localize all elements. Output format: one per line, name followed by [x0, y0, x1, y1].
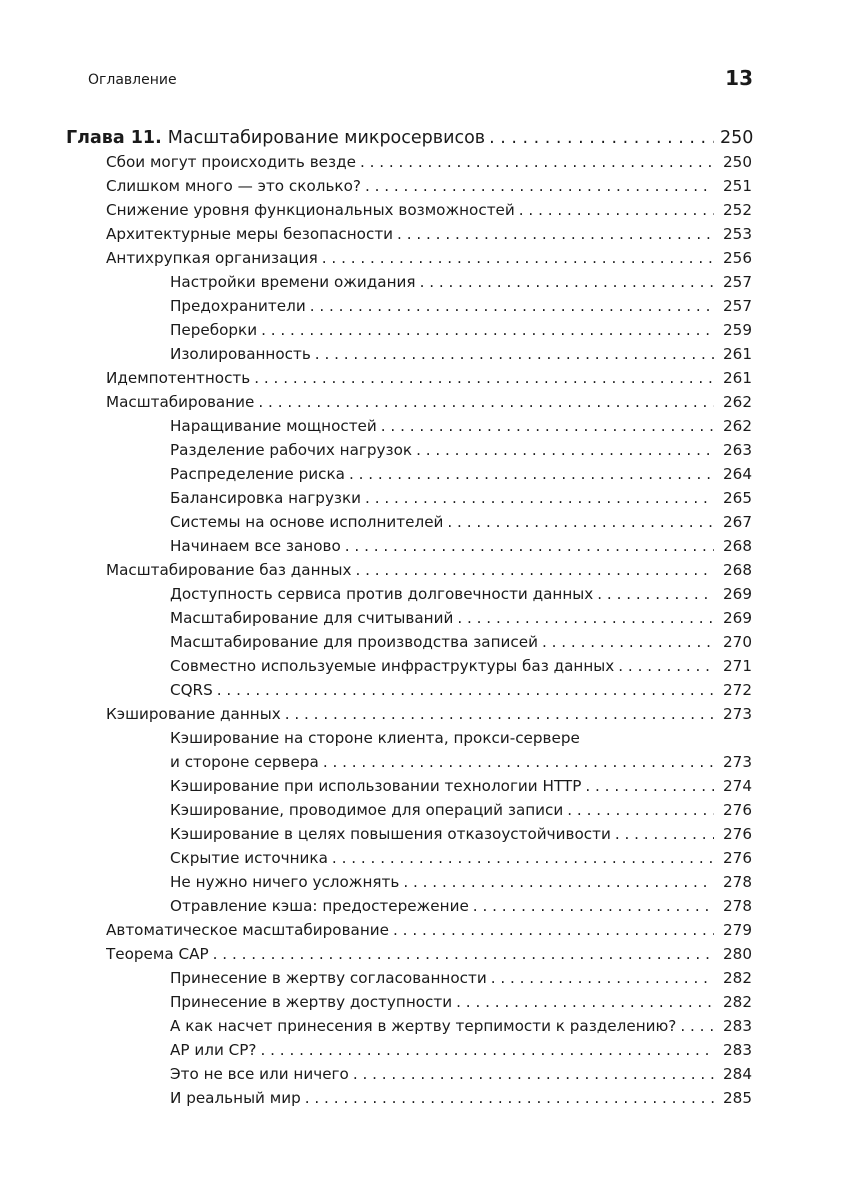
toc-entry-row[interactable] [66, 438, 752, 462]
toc-entry-title: CQRS [170, 681, 213, 699]
toc-entry-row[interactable] [66, 630, 752, 654]
leader-dots [597, 582, 714, 606]
leader-dots [315, 342, 714, 366]
toc-page-number: 265 [723, 489, 752, 507]
toc-page-number: 269 [723, 609, 752, 627]
toc-page-number: 279 [723, 921, 752, 939]
toc-page-number: 261 [723, 345, 752, 363]
leader-dots [618, 654, 714, 678]
toc-entry-row[interactable] [66, 222, 752, 246]
toc-entry-title: Слишком много — это сколько? [106, 177, 361, 195]
toc-entry-title: Сбои могут происходить везде [106, 153, 356, 171]
toc-page-number: 276 [723, 849, 752, 867]
toc-chapter-title [66, 126, 485, 150]
leader-dots [456, 990, 714, 1014]
toc-entry-row[interactable] [66, 990, 752, 1014]
chapter-prefix: Глава 11. [66, 128, 162, 148]
toc-entry-row[interactable] [66, 1038, 752, 1062]
toc-page-number: 272 [723, 681, 752, 699]
leader-dots [310, 294, 714, 318]
leader-dots [615, 822, 714, 846]
toc-entry-row[interactable] [66, 150, 752, 174]
toc-entry-row[interactable] [66, 318, 752, 342]
toc-entry-title: Переборки [170, 321, 258, 339]
toc-entry-title: Разделение рабочих нагрузок [170, 441, 413, 459]
toc-entry-title: Принесение в жертву согласованности [170, 969, 487, 987]
toc-entry-row[interactable] [66, 966, 752, 990]
toc-entry-row[interactable] [66, 342, 752, 366]
toc-page-number: 282 [723, 993, 752, 1011]
toc-entry-row[interactable] [66, 486, 752, 510]
toc-entry-title: Идемпотентность [106, 369, 251, 387]
leader-dots [332, 846, 714, 870]
leader-dots [261, 318, 714, 342]
toc-entry-row[interactable] [66, 1014, 752, 1038]
leader-dots [567, 798, 714, 822]
toc-entry-row[interactable] [66, 726, 752, 750]
toc-entry-row[interactable] [66, 510, 752, 534]
leader-dots [254, 366, 714, 390]
toc-entry-title: Балансировка нагрузки [170, 489, 362, 507]
toc-entry-row[interactable] [66, 918, 752, 942]
toc-chapter-row[interactable] [66, 126, 752, 150]
toc-entry-row[interactable] [66, 462, 752, 486]
toc-page-number: 262 [723, 393, 752, 411]
toc-page-number: 250 [723, 153, 752, 171]
toc-page-number: 264 [723, 465, 752, 483]
toc-entry-row[interactable] [66, 654, 752, 678]
toc-entry-row[interactable] [66, 1062, 752, 1086]
leader-dots [213, 942, 714, 966]
toc-page-number: 269 [723, 585, 752, 603]
toc-entry-row[interactable] [66, 846, 752, 870]
toc-page-number: 283 [723, 1017, 752, 1035]
toc-page-number: 274 [723, 777, 752, 795]
leader-dots [305, 1086, 714, 1110]
leader-dots [217, 678, 714, 702]
toc-entry-row[interactable] [66, 174, 752, 198]
toc-entry-title: Антихрупкая организация [106, 249, 318, 267]
leader-dots [397, 222, 714, 246]
toc-entry-title: Снижение уровня функциональных возможностей [106, 201, 515, 219]
toc-entry-title: Архитектурные меры безопасности [106, 225, 394, 243]
leader-dots [491, 966, 714, 990]
toc-entry-row[interactable] [66, 1086, 752, 1110]
toc-page-number: 263 [723, 441, 752, 459]
toc-page-number: 268 [723, 537, 752, 555]
toc-page-number: 268 [723, 561, 752, 579]
toc-entry-title: Совместно используемые инфраструктуры баз данных [170, 657, 615, 675]
toc-entry-row[interactable] [66, 414, 752, 438]
leader-dots [260, 1038, 714, 1062]
toc-entry-title: Изолированность [170, 345, 311, 363]
toc-page-number: 271 [723, 657, 752, 675]
toc-entry-row[interactable] [66, 678, 752, 702]
leader-dots [489, 126, 714, 150]
toc-entry-title: Не нужно ничего усложнять [170, 873, 400, 891]
toc-page-number: 270 [723, 633, 752, 651]
toc-entry-title: Кэширование, проводимое для операций записи [170, 801, 564, 819]
toc-entry-title: И реальный мир [170, 1089, 301, 1107]
toc-entry-row[interactable] [66, 198, 752, 222]
toc-entry-row[interactable] [66, 798, 752, 822]
toc-entry-row[interactable] [66, 366, 752, 390]
toc-page-number: 278 [723, 897, 752, 915]
toc-entry-title: А как насчет принесения в жертву терпимости к разделению? [170, 1017, 677, 1035]
toc-entry-title: AP или CP? [170, 1041, 257, 1059]
toc-page-number: 283 [723, 1041, 752, 1059]
toc-entry-row[interactable] [66, 870, 752, 894]
toc-page-number: 261 [723, 369, 752, 387]
toc-entry-row[interactable] [66, 942, 752, 966]
toc-entry-title: Кэширование данных [106, 705, 281, 723]
toc-entry-row[interactable] [66, 702, 752, 726]
toc-page-number: 256 [723, 249, 752, 267]
toc-page-number: 273 [723, 705, 752, 723]
toc-entry-row[interactable] [66, 246, 752, 270]
toc-entry-row[interactable] [66, 822, 752, 846]
leader-dots [585, 774, 714, 798]
toc-entry-row[interactable] [66, 774, 752, 798]
leader-dots [457, 606, 714, 630]
toc-entry-row-continuation[interactable] [66, 750, 752, 774]
table-of-contents [66, 126, 752, 1110]
toc-entry-title: Масштабирование [106, 393, 255, 411]
toc-entry-row[interactable] [66, 294, 752, 318]
toc-entry-row[interactable] [66, 534, 752, 558]
toc-entry-row[interactable] [66, 606, 752, 630]
toc-entry-row[interactable] [66, 582, 752, 606]
chapter-title: Масштабирование микросервисов [167, 128, 486, 148]
toc-page-number: 257 [723, 273, 752, 291]
toc-page-number: 276 [723, 801, 752, 819]
running-header-section: Оглавление [88, 72, 177, 88]
toc-entry-title: Доступность сервиса против долговечности данных [170, 585, 594, 603]
toc-page-number: 278 [723, 873, 752, 891]
toc-page-number: 250 [720, 128, 754, 148]
leader-dots [349, 462, 714, 486]
toc-entry-title: Автоматическое масштабирование [106, 921, 390, 939]
toc-entry-title: Распределение риска [170, 465, 345, 483]
toc-page-number: 276 [723, 825, 752, 843]
leader-dots [360, 150, 714, 174]
toc-page-number: 252 [723, 201, 752, 219]
toc-entry-title: Теорема CAP [106, 945, 209, 963]
toc-entry-title: Масштабирование для считываний [170, 609, 454, 627]
toc-page-number: 251 [723, 177, 752, 195]
toc-entry-title: Скрытие источника [170, 849, 328, 867]
leader-dots [519, 198, 714, 222]
leader-dots [381, 414, 714, 438]
leader-dots [416, 438, 714, 462]
toc-page-number: 285 [723, 1089, 752, 1107]
leader-dots [323, 750, 714, 774]
leader-dots [353, 1062, 714, 1086]
toc-entry-row[interactable] [66, 390, 752, 414]
leader-dots [365, 486, 714, 510]
toc-page-number: 273 [723, 753, 752, 771]
toc-page-number: 262 [723, 417, 752, 435]
leader-dots [420, 270, 714, 294]
leader-dots [473, 894, 714, 918]
toc-entry-title: Настройки времени ожидания [170, 273, 416, 291]
toc-entry-title: Кэширование при использовании технологии HTTP [170, 777, 582, 795]
toc-entry-title: Системы на основе исполнителей [170, 513, 444, 531]
toc-page-number: 282 [723, 969, 752, 987]
toc-page-number: 253 [723, 225, 752, 243]
toc-entry-title-continued: и стороне сервера [170, 753, 319, 771]
leader-dots [365, 174, 714, 198]
toc-entry-row[interactable] [66, 894, 752, 918]
toc-page-number: 257 [723, 297, 752, 315]
leader-dots [322, 246, 714, 270]
toc-page-number: 267 [723, 513, 752, 531]
toc-entry-title: Масштабирование для производства записей [170, 633, 538, 651]
toc-page-number: 284 [723, 1065, 752, 1083]
leader-dots [258, 390, 714, 414]
page-number: 13 [725, 66, 753, 90]
leader-dots [447, 510, 714, 534]
toc-entry-title: Начинаем все заново [170, 537, 341, 555]
toc-entry-title: Масштабирование баз данных [106, 561, 352, 579]
toc-entry-row[interactable] [66, 558, 752, 582]
toc-entry-title: Кэширование в целях повышения отказоустойчивости [170, 825, 611, 843]
leader-dots [393, 918, 714, 942]
toc-entry-title: Это не все или ничего [170, 1065, 349, 1083]
leader-dots [285, 702, 714, 726]
toc-entry-title: Кэширование на стороне клиента, прокси-сервере [170, 729, 580, 747]
leader-dots [345, 534, 714, 558]
leader-dots [680, 1014, 714, 1038]
leader-dots [403, 870, 714, 894]
toc-page-number: 280 [723, 945, 752, 963]
toc-entry-title: Отравление кэша: предостережение [170, 897, 469, 915]
toc-page-number: 259 [723, 321, 752, 339]
toc-entry-title: Принесение в жертву доступности [170, 993, 453, 1011]
leader-dots [355, 558, 714, 582]
toc-entry-title: Наращивание мощностей [170, 417, 377, 435]
toc-entry-title: Предохранители [170, 297, 306, 315]
leader-dots [542, 630, 714, 654]
toc-entry-row[interactable] [66, 270, 752, 294]
